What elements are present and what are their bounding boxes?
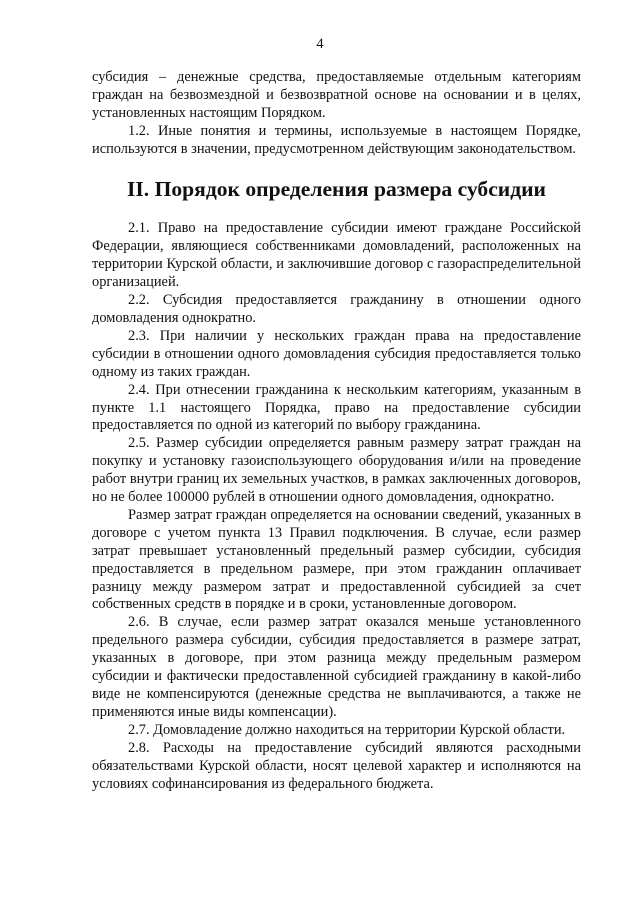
paragraph-cost-size: Размер затрат граждан определяется на основании сведений, указанных в договоре с учетом пункта 13 Правил подключения. В случае, если размер затрат превышает установленный предельный размер субсидии, субсидия предоставляется в предельном размере, при этом гражданин оплачивает разницу между размером затрат и предоставленной субсидией за счет собственных средств в порядке и в сроки, установленные договором. [92,506,581,613]
paragraph-2-6: 2.6. В случае, если размер затрат оказался меньше установленного предельного размера субсидии, субсидия предоставляется в размере затрат, указанных в договоре, при этом разница между предельным размером субсидии и фактически предоставленной субсидией гражданину в какой-либо виде не компенсируются (денежные средства не выплачиваются, а также не применяются иные виды компенсации). [92,614,581,720]
section-heading: II. Порядок определения размера субсидии [127,176,546,201]
paragraph-2-7: 2.7. Домовладение должно находиться на территории Курской области. [128,721,566,738]
paragraph-2-5: 2.5. Размер субсидии определяется равным размеру затрат граждан на покупку и установку газоиспользующего оборудования и/или на проведение работ внутри границ их земельных участков, в рамках заключенных договоров, но не более 100000 рублей в отношении одного домовладения, однократно. [92,435,581,506]
paragraph-2-2: 2.2. Субсидия предоставляется гражданину в отношении одного домовладения однократно. [92,292,581,326]
page-number: 4 [316,36,324,52]
paragraph-2-1: 2.1. Право на предоставление субсидии имеют граждане Российской Федерации, являющиеся собственниками домовладений, расположенных на территории Курской области, и заключившие договор с газораспределительной организацией. [92,220,581,291]
paragraph-2-8: 2.8. Расходы на предоставление субсидий являются расходными обязательствами Курской области, носят целевой характер и исполняются на условиях софинансирования из федерального бюджета. [92,739,581,792]
paragraph-1-2: 1.2. Иные понятия и термины, используемые в настоящем Порядке, используются в значении, предусмотренном действующим законодательством. [92,122,581,157]
document-body [92,69,581,793]
paragraph-2-3: 2.3. При наличии у нескольких граждан права на предоставление субсидии в отношении одного домовладения субсидия предоставляется только одному из таких граждан. [92,327,581,380]
paragraph-subsidy-definition: субсидия – денежные средства, предоставляемые отдельным категориям граждан на безвозмездной и безвозвратной основе на основании и в целях, установленных настоящим Порядком. [92,69,581,121]
paragraph-2-4: 2.4. При отнесении гражданина к нескольким категориям, указанным в пункте 1.1 настоящего Порядка, право на предоставление субсидии предоставляется по одной из категорий по выбору гражданина. [92,381,581,434]
